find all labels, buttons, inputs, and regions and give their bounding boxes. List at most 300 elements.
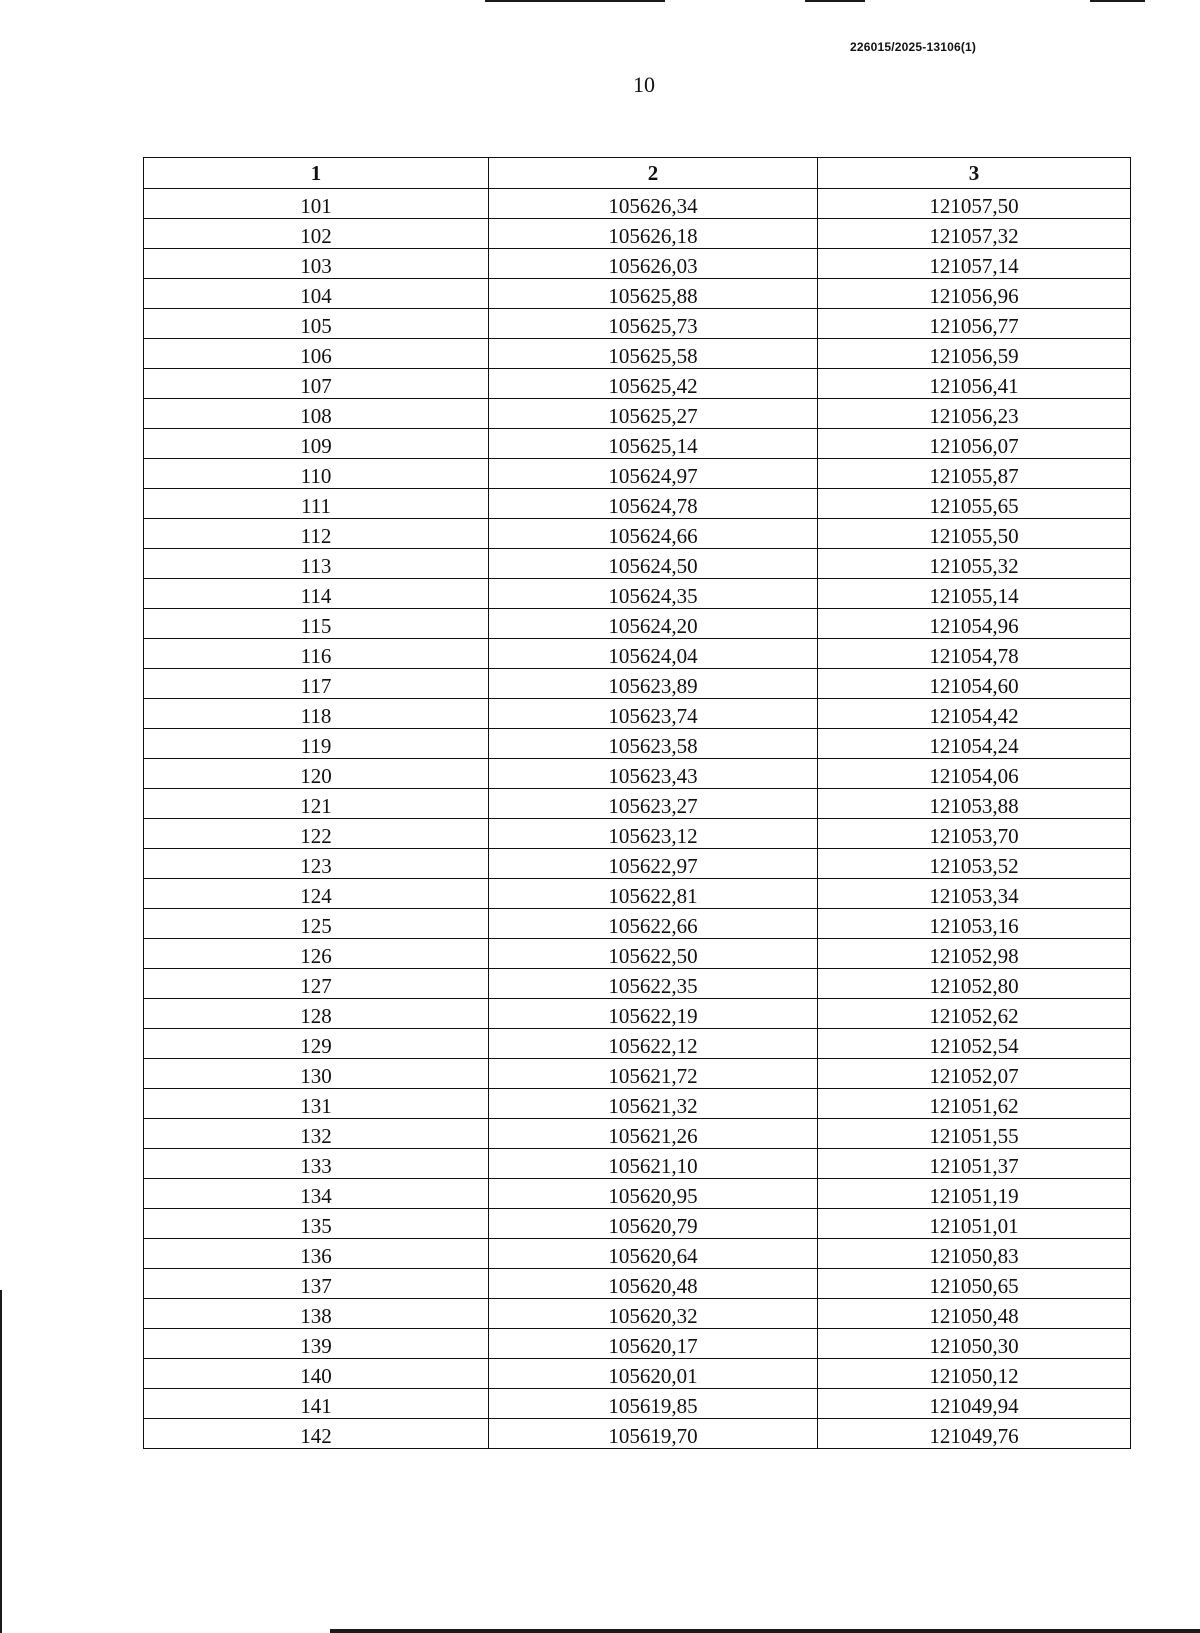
table-cell-col-1 <box>144 699 489 729</box>
table-row <box>144 939 1131 969</box>
table-row <box>144 1389 1131 1419</box>
table-cell-value: 120 <box>300 764 332 788</box>
table-cell-value: 121057,14 <box>929 254 1019 278</box>
table-cell-col-1 <box>144 459 489 489</box>
table-cell-value: 105624,66 <box>608 524 698 548</box>
table-row <box>144 219 1131 249</box>
table-cell-value: 105623,89 <box>608 674 698 698</box>
table-cell-col-1 <box>144 279 489 309</box>
table-row <box>144 789 1131 819</box>
table-cell-col-1 <box>144 1119 489 1149</box>
table-cell-value: 121 <box>300 794 332 818</box>
table-cell-value: 121049,94 <box>929 1394 1019 1418</box>
table-cell-value: 121051,19 <box>929 1184 1019 1208</box>
table-cell-value: 121052,98 <box>929 944 1019 968</box>
table-cell-value: 121054,06 <box>929 764 1019 788</box>
table-cell-col-1 <box>144 759 489 789</box>
table-cell-col-2 <box>489 699 818 729</box>
table-cell-value: 105622,19 <box>608 1004 698 1028</box>
table-cell-col-1 <box>144 1329 489 1359</box>
table-cell-col-2 <box>489 1269 818 1299</box>
table-cell-value: 121054,24 <box>929 734 1019 758</box>
table-cell-col-3 <box>818 189 1131 219</box>
table-cell-value: 121056,59 <box>929 344 1019 368</box>
table-cell-col-1 <box>144 939 489 969</box>
table-row <box>144 999 1131 1029</box>
table-cell-col-2 <box>489 909 818 939</box>
table-row <box>144 1299 1131 1329</box>
table-cell-col-1 <box>144 669 489 699</box>
table-cell-col-2 <box>489 849 818 879</box>
table-cell-col-2 <box>489 549 818 579</box>
table-cell-value: 105625,88 <box>608 284 698 308</box>
table-cell-col-1 <box>144 219 489 249</box>
table-cell-col-3 <box>818 609 1131 639</box>
table-row <box>144 1059 1131 1089</box>
table-cell-value: 121056,07 <box>929 434 1019 458</box>
table-cell-col-1 <box>144 399 489 429</box>
table-cell-value: 121052,07 <box>929 1064 1019 1088</box>
table-row <box>144 1209 1131 1239</box>
table-cell-value: 129 <box>300 1034 332 1058</box>
table-cell-col-1 <box>144 999 489 1029</box>
table-cell-col-3 <box>818 1359 1131 1389</box>
table-row <box>144 459 1131 489</box>
coordinates-table-container <box>143 157 1130 1449</box>
table-cell-value: 105622,97 <box>608 854 698 878</box>
table-cell-value: 105626,03 <box>608 254 698 278</box>
table-cell-value: 117 <box>300 674 332 698</box>
table-cell-value: 132 <box>300 1124 332 1148</box>
table-cell-col-2 <box>489 1029 818 1059</box>
table-cell-col-2 <box>489 459 818 489</box>
table-cell-value: 108 <box>300 404 332 428</box>
table-cell-value: 121055,65 <box>929 494 1019 518</box>
table-cell-value: 116 <box>300 644 332 668</box>
table-row <box>144 519 1131 549</box>
table-cell-value: 142 <box>300 1424 332 1448</box>
table-cell-col-2 <box>489 1299 818 1329</box>
table-cell-col-2 <box>489 999 818 1029</box>
table-row <box>144 699 1131 729</box>
table-cell-col-3 <box>818 1029 1131 1059</box>
table-cell-col-3 <box>818 309 1131 339</box>
table-cell-col-3 <box>818 789 1131 819</box>
table-cell-col-3 <box>818 969 1131 999</box>
table-cell-value: 105624,78 <box>608 494 698 518</box>
table-cell-value: 105625,58 <box>608 344 698 368</box>
scan-line-top-2 <box>805 0 865 2</box>
table-cell-col-3 <box>818 579 1131 609</box>
table-cell-value: 105625,14 <box>608 434 698 458</box>
table-cell-col-1 <box>144 789 489 819</box>
table-cell-col-2 <box>489 1179 818 1209</box>
table-cell-col-3 <box>818 1269 1131 1299</box>
table-cell-col-3 <box>818 1239 1131 1269</box>
table-row <box>144 669 1131 699</box>
table-row <box>144 1119 1131 1149</box>
table-cell-col-3 <box>818 279 1131 309</box>
scan-line-top-1 <box>485 0 665 2</box>
table-cell-col-2 <box>489 429 818 459</box>
column-header-3: 3 <box>818 158 1131 189</box>
table-cell-col-1 <box>144 609 489 639</box>
table-cell-value: 105625,73 <box>608 314 698 338</box>
table-cell-col-2 <box>489 729 818 759</box>
table-cell-col-1 <box>144 1149 489 1179</box>
table-cell-value: 121049,76 <box>929 1424 1019 1448</box>
table-cell-col-2 <box>489 1059 818 1089</box>
table-row <box>144 429 1131 459</box>
table-row <box>144 1029 1131 1059</box>
table-cell-col-2 <box>489 1389 818 1419</box>
table-cell-col-2 <box>489 1089 818 1119</box>
table-cell-value: 121056,77 <box>929 314 1019 338</box>
scan-line-top-3 <box>1090 0 1145 2</box>
table-row <box>144 969 1131 999</box>
table-cell-col-1 <box>144 879 489 909</box>
table-cell-value: 105626,34 <box>608 194 698 218</box>
table-cell-value: 121055,50 <box>929 524 1019 548</box>
table-cell-col-3 <box>818 219 1131 249</box>
table-row <box>144 1089 1131 1119</box>
table-cell-value: 115 <box>300 614 332 638</box>
table-cell-value: 105620,95 <box>608 1184 698 1208</box>
table-cell-value: 105620,32 <box>608 1304 698 1328</box>
table-cell-value: 121053,34 <box>929 884 1019 908</box>
table-cell-value: 106 <box>300 344 332 368</box>
table-cell-col-1 <box>144 1359 489 1389</box>
table-cell-col-1 <box>144 1059 489 1089</box>
table-row <box>144 549 1131 579</box>
table-cell-col-2 <box>489 669 818 699</box>
table-cell-col-2 <box>489 1239 818 1269</box>
table-cell-value: 121051,55 <box>929 1124 1019 1148</box>
table-cell-col-3 <box>818 1329 1131 1359</box>
table-cell-col-2 <box>489 969 818 999</box>
table-cell-col-1 <box>144 549 489 579</box>
table-cell-value: 105620,17 <box>608 1334 698 1358</box>
table-cell-value: 105 <box>300 314 332 338</box>
table-cell-col-3 <box>818 1389 1131 1419</box>
table-cell-col-3 <box>818 1119 1131 1149</box>
table-cell-value: 130 <box>300 1064 332 1088</box>
table-row <box>144 759 1131 789</box>
table-cell-col-3 <box>818 1179 1131 1209</box>
table-cell-col-1 <box>144 1389 489 1419</box>
table-cell-value: 121050,12 <box>929 1364 1019 1388</box>
table-cell-value: 105625,27 <box>608 404 698 428</box>
table-cell-col-1 <box>144 969 489 999</box>
table-cell-value: 105623,12 <box>608 824 698 848</box>
table-cell-col-3 <box>818 669 1131 699</box>
table-cell-col-3 <box>818 339 1131 369</box>
table-cell-value: 105620,01 <box>608 1364 698 1388</box>
table-cell-value: 105623,43 <box>608 764 698 788</box>
table-cell-value: 118 <box>300 704 332 728</box>
table-header-row <box>144 158 1131 189</box>
table-cell-value: 135 <box>300 1214 332 1238</box>
table-row <box>144 849 1131 879</box>
scan-line-left <box>0 1290 2 1633</box>
table-cell-col-3 <box>818 399 1131 429</box>
table-cell-value: 110 <box>300 464 332 488</box>
table-cell-value: 121053,16 <box>929 914 1019 938</box>
column-header-2: 2 <box>489 158 818 189</box>
table-row <box>144 1239 1131 1269</box>
table-cell-col-1 <box>144 1089 489 1119</box>
table-cell-col-3 <box>818 489 1131 519</box>
table-cell-col-2 <box>489 489 818 519</box>
table-cell-col-2 <box>489 579 818 609</box>
table-cell-value: 125 <box>300 914 332 938</box>
table-cell-value: 121056,96 <box>929 284 1019 308</box>
table-cell-col-3 <box>818 249 1131 279</box>
table-cell-value: 111 <box>301 494 331 518</box>
table-cell-value: 121057,32 <box>929 224 1019 248</box>
table-cell-value: 105622,12 <box>608 1034 698 1058</box>
table-cell-value: 114 <box>300 584 332 608</box>
table-cell-col-1 <box>144 429 489 459</box>
table-cell-col-3 <box>818 999 1131 1029</box>
scan-line-bottom <box>330 1629 1200 1633</box>
table-cell-value: 105620,79 <box>608 1214 698 1238</box>
table-cell-col-2 <box>489 1149 818 1179</box>
table-cell-col-1 <box>144 849 489 879</box>
table-cell-value: 105621,32 <box>608 1094 698 1118</box>
table-cell-value: 141 <box>300 1394 332 1418</box>
table-cell-value: 121050,65 <box>929 1274 1019 1298</box>
table-cell-col-3 <box>818 699 1131 729</box>
table-cell-col-3 <box>818 1419 1131 1449</box>
table-cell-value: 121056,41 <box>929 374 1019 398</box>
table-cell-value: 121055,14 <box>929 584 1019 608</box>
table-cell-col-1 <box>144 489 489 519</box>
table-cell-value: 105619,85 <box>608 1394 698 1418</box>
table-cell-col-2 <box>489 369 818 399</box>
table-cell-col-1 <box>144 1209 489 1239</box>
table-cell-col-1 <box>144 369 489 399</box>
table-cell-col-3 <box>818 369 1131 399</box>
table-cell-value: 113 <box>300 554 332 578</box>
table-row <box>144 249 1131 279</box>
table-cell-value: 133 <box>300 1154 332 1178</box>
table-cell-col-1 <box>144 339 489 369</box>
table-cell-col-2 <box>489 1329 818 1359</box>
table-cell-value: 105623,58 <box>608 734 698 758</box>
table-cell-col-3 <box>818 1149 1131 1179</box>
table-cell-col-3 <box>818 429 1131 459</box>
table-cell-value: 121053,70 <box>929 824 1019 848</box>
table-row <box>144 399 1131 429</box>
table-row <box>144 309 1131 339</box>
table-cell-col-2 <box>489 639 818 669</box>
table-row <box>144 1419 1131 1449</box>
table-row <box>144 339 1131 369</box>
table-cell-value: 137 <box>300 1274 332 1298</box>
table-cell-value: 138 <box>300 1304 332 1328</box>
table-cell-value: 105620,48 <box>608 1274 698 1298</box>
table-cell-value: 121055,87 <box>929 464 1019 488</box>
table-cell-value: 121050,30 <box>929 1334 1019 1358</box>
table-row <box>144 879 1131 909</box>
table-row <box>144 1359 1131 1389</box>
table-cell-value: 131 <box>300 1094 332 1118</box>
table-cell-col-3 <box>818 1059 1131 1089</box>
table-cell-col-2 <box>489 879 818 909</box>
table-cell-col-1 <box>144 909 489 939</box>
document-reference: 226015/2025-13106(1) <box>850 40 977 54</box>
table-cell-value: 107 <box>300 374 332 398</box>
table-cell-value: 101 <box>300 194 332 218</box>
table-cell-value: 136 <box>300 1244 332 1268</box>
table-cell-col-2 <box>489 189 818 219</box>
table-cell-col-3 <box>818 1089 1131 1119</box>
table-cell-value: 121052,80 <box>929 974 1019 998</box>
table-cell-value: 127 <box>300 974 332 998</box>
table-cell-value: 121054,96 <box>929 614 1019 638</box>
table-cell-col-3 <box>818 639 1131 669</box>
table-cell-col-3 <box>818 819 1131 849</box>
table-cell-col-1 <box>144 1299 489 1329</box>
table-cell-col-3 <box>818 729 1131 759</box>
table-cell-value: 134 <box>300 1184 332 1208</box>
table-cell-col-2 <box>489 519 818 549</box>
table-row <box>144 489 1131 519</box>
table-cell-value: 119 <box>300 734 332 758</box>
table-cell-value: 128 <box>300 1004 332 1028</box>
table-cell-col-2 <box>489 339 818 369</box>
table-cell-col-2 <box>489 609 818 639</box>
table-cell-value: 105624,35 <box>608 584 698 608</box>
table-body <box>144 189 1131 1449</box>
table-cell-col-2 <box>489 789 818 819</box>
table-cell-col-1 <box>144 1029 489 1059</box>
table-cell-value: 121051,37 <box>929 1154 1019 1178</box>
table-cell-col-2 <box>489 1419 818 1449</box>
table-cell-col-2 <box>489 309 818 339</box>
table-cell-col-1 <box>144 1239 489 1269</box>
table-cell-value: 139 <box>300 1334 332 1358</box>
column-header-1: 1 <box>144 158 489 189</box>
table-cell-value: 105621,26 <box>608 1124 698 1148</box>
table-row <box>144 639 1131 669</box>
table-cell-value: 121052,54 <box>929 1034 1019 1058</box>
table-cell-col-1 <box>144 729 489 759</box>
table-cell-value: 105622,66 <box>608 914 698 938</box>
table-row <box>144 579 1131 609</box>
table-cell-col-2 <box>489 939 818 969</box>
table-cell-value: 121050,83 <box>929 1244 1019 1268</box>
table-cell-col-1 <box>144 189 489 219</box>
table-cell-col-3 <box>818 459 1131 489</box>
table-cell-col-3 <box>818 519 1131 549</box>
table-cell-value: 121052,62 <box>929 1004 1019 1028</box>
table-cell-col-1 <box>144 1419 489 1449</box>
table-row <box>144 279 1131 309</box>
table-cell-col-2 <box>489 1359 818 1389</box>
table-cell-value: 105624,97 <box>608 464 698 488</box>
table-cell-col-2 <box>489 399 818 429</box>
table-cell-col-1 <box>144 1269 489 1299</box>
table-cell-col-1 <box>144 639 489 669</box>
table-cell-col-1 <box>144 579 489 609</box>
table-cell-value: 121054,78 <box>929 644 1019 668</box>
table-cell-value: 105623,27 <box>608 794 698 818</box>
table-cell-value: 103 <box>300 254 332 278</box>
table-row <box>144 1179 1131 1209</box>
table-cell-col-1 <box>144 249 489 279</box>
table-cell-col-2 <box>489 759 818 789</box>
table-row <box>144 369 1131 399</box>
table-cell-value: 104 <box>300 284 332 308</box>
table-cell-col-1 <box>144 819 489 849</box>
table-cell-value: 121053,88 <box>929 794 1019 818</box>
table-cell-col-3 <box>818 1299 1131 1329</box>
table-cell-col-3 <box>818 909 1131 939</box>
table-cell-value: 105621,10 <box>608 1154 698 1178</box>
table-cell-value: 112 <box>300 524 332 548</box>
table-cell-value: 109 <box>300 434 332 458</box>
table-cell-value: 102 <box>300 224 332 248</box>
table-cell-value: 121053,52 <box>929 854 1019 878</box>
table-cell-col-2 <box>489 1209 818 1239</box>
table-row <box>144 729 1131 759</box>
table-cell-col-3 <box>818 759 1131 789</box>
table-cell-col-3 <box>818 1209 1131 1239</box>
table-cell-value: 121054,60 <box>929 674 1019 698</box>
table-cell-value: 121056,23 <box>929 404 1019 428</box>
table-cell-value: 105619,70 <box>608 1424 698 1448</box>
table-cell-value: 105621,72 <box>608 1064 698 1088</box>
coordinates-table <box>143 157 1131 1449</box>
page-number: 10 <box>633 72 655 97</box>
table-cell-col-3 <box>818 849 1131 879</box>
table-cell-value: 121057,50 <box>929 194 1019 218</box>
table-row <box>144 1329 1131 1359</box>
table-cell-value: 105623,74 <box>608 704 698 728</box>
table-cell-col-1 <box>144 309 489 339</box>
table-cell-value: 105622,81 <box>608 884 698 908</box>
table-row <box>144 1149 1131 1179</box>
table-cell-col-3 <box>818 549 1131 579</box>
table-cell-col-2 <box>489 819 818 849</box>
table-cell-value: 122 <box>300 824 332 848</box>
table-row <box>144 1269 1131 1299</box>
table-cell-value: 123 <box>300 854 332 878</box>
table-row <box>144 909 1131 939</box>
table-cell-value: 121051,62 <box>929 1094 1019 1118</box>
table-cell-col-2 <box>489 1119 818 1149</box>
table-cell-col-3 <box>818 939 1131 969</box>
table-cell-value: 105624,50 <box>608 554 698 578</box>
table-row <box>144 609 1131 639</box>
table-cell-value: 105624,20 <box>608 614 698 638</box>
table-cell-value: 121055,32 <box>929 554 1019 578</box>
table-cell-value: 126 <box>300 944 332 968</box>
table-cell-col-2 <box>489 219 818 249</box>
table-cell-value: 124 <box>300 884 332 908</box>
table-cell-value: 121054,42 <box>929 704 1019 728</box>
table-cell-col-1 <box>144 519 489 549</box>
table-row <box>144 189 1131 219</box>
table-cell-value: 121051,01 <box>929 1214 1019 1238</box>
table-cell-col-2 <box>489 249 818 279</box>
table-cell-col-1 <box>144 1179 489 1209</box>
table-cell-value: 105620,64 <box>608 1244 698 1268</box>
table-cell-value: 105625,42 <box>608 374 698 398</box>
table-cell-col-3 <box>818 879 1131 909</box>
